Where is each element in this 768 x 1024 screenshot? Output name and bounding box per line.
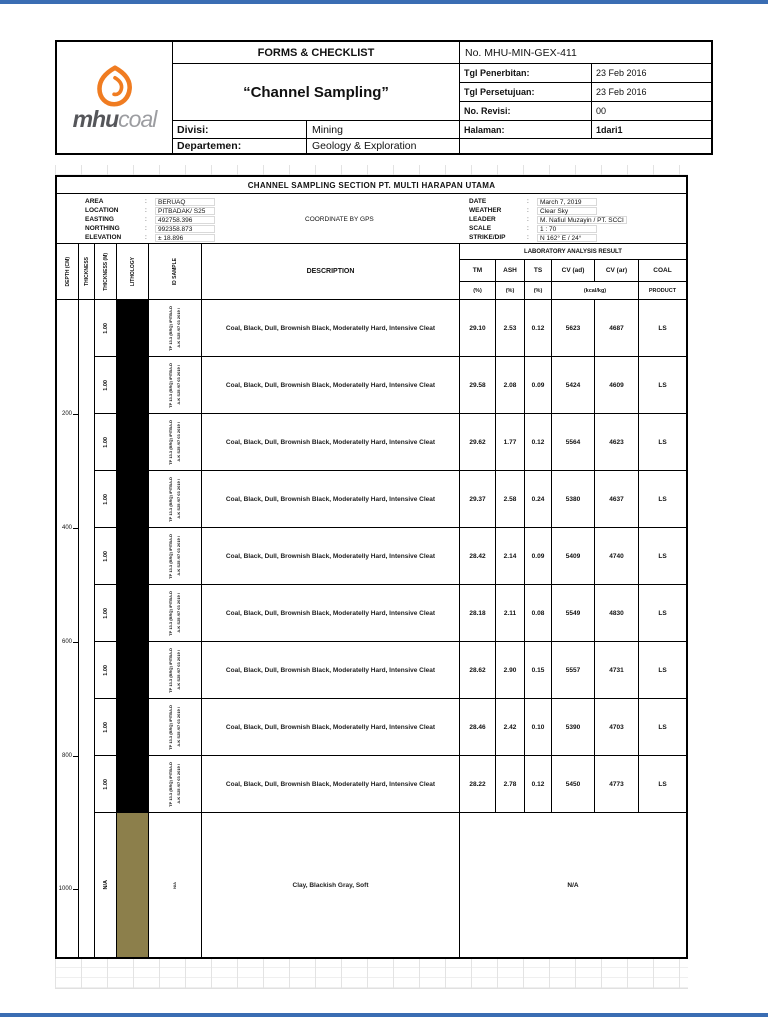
thickness-m-value: 1.00 <box>102 607 109 619</box>
sample-id-line2: A.K S25 /07 03 2019 / <box>176 593 181 633</box>
document-title: “Channel Sampling” <box>173 64 460 121</box>
cv-ad-cell: 5564 <box>552 414 595 471</box>
sample-id-line1: TP 13.3 (BRQ) /PITBA.D <box>168 704 174 750</box>
cv-ar-cell: 4609 <box>595 357 639 414</box>
brand-coal: coal <box>118 105 157 132</box>
thickness-header <box>79 244 95 299</box>
divisi-value: Mining <box>307 121 460 139</box>
cv-ad-cell: 5424 <box>552 357 595 414</box>
ash-cell: 2.78 <box>496 756 525 813</box>
info-colon: : <box>527 198 529 205</box>
sample-id-line2: A.K S25 /07 03 2019 / <box>176 764 181 804</box>
cv-ar-header: CV (ar) <box>595 260 639 281</box>
product-cell: LS <box>639 528 686 585</box>
tm-cell: 28.46 <box>460 699 496 756</box>
table-body <box>57 300 686 957</box>
sample-id-line1: TP 13.3 (BRQ) /PITBA.D <box>168 647 174 693</box>
info-label: AREA <box>85 198 104 205</box>
info-value: Clear Sky <box>537 207 597 215</box>
cv-ar-cell: 4731 <box>595 642 639 699</box>
sample-id-cell <box>149 699 202 756</box>
thickness-m-header-label: THICKNESS (M) <box>102 252 109 291</box>
table-row <box>95 300 686 357</box>
table-row <box>95 357 686 414</box>
info-line <box>469 197 627 206</box>
meta-value-revisi: 00 <box>592 102 711 121</box>
lithology-header-label: LITHOLOGY <box>129 256 136 287</box>
product-header: PRODUCT <box>648 287 677 294</box>
thickness-m-value: 1.00 <box>102 778 109 790</box>
info-value: N 162° E / 24° <box>537 234 597 242</box>
info-label: EASTING <box>85 216 114 223</box>
ts-cell: 0.09 <box>525 357 552 414</box>
sample-id-line1: TP 13.3 (BRQ) /PITBA.D <box>168 305 174 351</box>
ts-cell: 0.09 <box>525 528 552 585</box>
lithology-cell <box>117 357 149 414</box>
lithology-cell <box>117 813 149 957</box>
info-label: DATE <box>469 198 487 205</box>
info-label: SCALE <box>469 225 492 232</box>
depth-tick <box>59 886 78 892</box>
depth-header <box>57 244 79 299</box>
ts-cell: 0.24 <box>525 471 552 528</box>
info-value: PITBADAK/ S25 <box>155 207 215 215</box>
sheet-title: CHANNEL SAMPLING SECTION PT. MULTI HARAPAN UTAMA <box>57 177 686 194</box>
info-value: M. Nafiul Muzayin / PT. SCCI <box>537 216 627 224</box>
lab-column-units <box>460 282 686 299</box>
ash-cell: 2.90 <box>496 642 525 699</box>
depth-tick <box>62 411 78 417</box>
ash-cell: 2.42 <box>496 699 525 756</box>
sample-id-line2: A.K S25 /07 03 2019 / <box>176 422 181 462</box>
thickness-m-cell <box>95 642 117 699</box>
form-type-title: FORMS & CHECKLIST <box>173 42 460 64</box>
sample-id-line2: A.K S25 /07 03 2019 / <box>176 650 181 690</box>
info-line <box>469 206 627 215</box>
ts-cell: 0.12 <box>525 300 552 357</box>
header-empty-cell <box>460 139 711 153</box>
depth-tick <box>62 753 78 759</box>
thickness-column <box>79 300 95 957</box>
depth-tick-label: 200 <box>61 411 72 417</box>
table-row <box>95 471 686 528</box>
description-cell: Coal, Black, Dull, Brownish Black, Moderatelly Hard, Intensive Cleat <box>202 699 460 756</box>
sample-id-cell <box>149 528 202 585</box>
sample-id-cell <box>149 414 202 471</box>
coal-header: COAL <box>653 267 672 274</box>
depth-tick-label: 400 <box>61 525 72 531</box>
ts-cell: 0.12 <box>525 414 552 471</box>
departemen-label: Departemen: <box>173 139 307 153</box>
lithology-header <box>117 244 149 299</box>
product-cell: LS <box>639 642 686 699</box>
info-colon: : <box>527 234 529 241</box>
depth-tick-dash <box>73 414 78 415</box>
info-colon: : <box>527 216 529 223</box>
info-colon: : <box>145 198 147 205</box>
thickness-m-cell <box>95 471 117 528</box>
cv-ar-cell: 4773 <box>595 756 639 813</box>
tm-cell: 28.62 <box>460 642 496 699</box>
tm-cell: 29.58 <box>460 357 496 414</box>
info-label: LEADER <box>469 216 496 223</box>
thickness-m-value: 1.00 <box>102 322 109 334</box>
info-line <box>85 206 215 215</box>
depth-tick-dash <box>73 528 78 529</box>
info-line <box>85 224 215 233</box>
product-cell: LS <box>639 471 686 528</box>
product-cell: LS <box>639 300 686 357</box>
description-cell: Coal, Black, Dull, Brownish Black, Moderatelly Hard, Intensive Cleat <box>202 528 460 585</box>
lithology-cell <box>117 699 149 756</box>
cv-ar-cell: 4637 <box>595 471 639 528</box>
page-bottom-border <box>0 1013 768 1017</box>
sample-id-line1: TP 13.3 (BRQ) /PITBA.D <box>168 590 174 636</box>
document-number: No. MHU-MIN-GEX-411 <box>460 42 711 64</box>
tm-cell: 28.18 <box>460 585 496 642</box>
info-value: March 7, 2019 <box>537 198 597 206</box>
meta-label-penerbitan: Tgl Penerbitan: <box>460 64 592 83</box>
tm-header: TM <box>460 260 496 281</box>
spreadsheet-gridlines-bottom <box>55 959 688 989</box>
halaman-value: 1dari1 <box>592 121 711 139</box>
meta-value-penerbitan: 23 Feb 2016 <box>592 64 711 83</box>
sample-id-cell <box>149 300 202 357</box>
info-label: LOCATION <box>85 207 119 214</box>
description-cell: Coal, Black, Dull, Brownish Black, Moderatelly Hard, Intensive Cleat <box>202 471 460 528</box>
cv-ad-cell: 5623 <box>552 300 595 357</box>
thickness-m-value: 1.00 <box>102 493 109 505</box>
cv-ad-cell: 5390 <box>552 699 595 756</box>
sample-id-cell <box>149 357 202 414</box>
sample-id-line1: N/A <box>172 881 178 889</box>
depth-tick <box>62 525 78 531</box>
halaman-label: Halaman: <box>460 121 592 139</box>
sample-id-line1: TP 13.3 (BRQ) /PITBA.D <box>168 362 174 408</box>
ts-header: TS <box>525 260 552 281</box>
form-header-table <box>55 40 713 155</box>
thickness-m-value: 1.00 <box>102 550 109 562</box>
channel-sampling-sheet <box>55 165 688 989</box>
product-cell: LS <box>639 585 686 642</box>
spreadsheet-gridlines-top <box>55 165 688 175</box>
info-line <box>85 233 215 242</box>
lithology-cell <box>117 585 149 642</box>
ts-cell: 0.15 <box>525 642 552 699</box>
meta-label-persetujuan: Tgl Persetujuan: <box>460 83 592 102</box>
depth-tick-dash <box>73 642 78 643</box>
depth-column <box>57 300 79 957</box>
cv-ad-cell: 5380 <box>552 471 595 528</box>
table-row <box>95 642 686 699</box>
thickness-m-cell <box>95 756 117 813</box>
info-left <box>85 197 215 242</box>
info-colon: : <box>527 225 529 232</box>
table-row <box>95 756 686 813</box>
sample-id-line2: A.K S25 /07 03 2019 / <box>176 308 181 348</box>
depth-tick-label: 600 <box>61 639 72 645</box>
thickness-m-value: 1.00 <box>102 436 109 448</box>
sample-id-line2: A.K S25 /07 03 2019 / <box>176 479 181 519</box>
table-row <box>95 528 686 585</box>
info-line <box>469 215 627 224</box>
id-sample-header <box>149 244 202 299</box>
thickness-m-cell <box>95 300 117 357</box>
sample-id-line2: A.K S25 /07 03 2019 / <box>176 707 181 747</box>
sample-id-cell <box>149 756 202 813</box>
depth-tick-dash <box>73 756 78 757</box>
sample-id-line1: TP 13.3 (BRQ) /PITBA.D <box>168 419 174 465</box>
ash-cell: 2.14 <box>496 528 525 585</box>
cv-ar-cell: 4703 <box>595 699 639 756</box>
meta-value-persetujuan: 23 Feb 2016 <box>592 83 711 102</box>
thickness-m-cell <box>95 699 117 756</box>
lab-na-cell: N/A <box>567 881 579 889</box>
tm-cell: 29.37 <box>460 471 496 528</box>
thickness-m-cell <box>95 585 117 642</box>
gps-note: COORDINATE BY GPS <box>305 216 374 223</box>
product-cell: LS <box>639 699 686 756</box>
survey-info-section <box>57 194 686 244</box>
description-cell: Clay, Blackish Gray, Soft <box>202 813 460 957</box>
lithology-cell <box>117 414 149 471</box>
info-value: 492758.396 <box>155 216 215 224</box>
cv-ar-cell: 4623 <box>595 414 639 471</box>
description-cell: Coal, Black, Dull, Brownish Black, Moderatelly Hard, Intensive Cleat <box>202 357 460 414</box>
cv-ad-cell: 5409 <box>552 528 595 585</box>
thickness-m-cell <box>95 813 117 957</box>
meta-label-revisi: No. Revisi: <box>460 102 592 121</box>
info-label: ELEVATION <box>85 234 122 241</box>
description-cell: Coal, Black, Dull, Brownish Black, Moderatelly Hard, Intensive Cleat <box>202 756 460 813</box>
product-cell: LS <box>639 756 686 813</box>
table-column-headers <box>57 244 686 300</box>
thickness-m-value: 1.00 <box>102 664 109 676</box>
lithology-cell <box>117 642 149 699</box>
cv-ad-cell: 5557 <box>552 642 595 699</box>
cv-ar-cell: 4687 <box>595 300 639 357</box>
tm-cell: 29.62 <box>460 414 496 471</box>
thickness-m-value: 1.00 <box>102 379 109 391</box>
cv-ar-cell: 4830 <box>595 585 639 642</box>
sheet-frame <box>55 175 688 959</box>
ash-cell: 2.08 <box>496 357 525 414</box>
product-cell: LS <box>639 357 686 414</box>
info-colon: : <box>527 207 529 214</box>
depth-tick <box>62 639 78 645</box>
info-line <box>469 233 627 242</box>
cv-ad-cell: 5450 <box>552 756 595 813</box>
thickness-header-label: THICKNESS <box>83 257 90 286</box>
sample-id-line2: A.K S25 /07 03 2019 / <box>176 365 181 405</box>
lithology-cell <box>117 756 149 813</box>
thickness-m-cell <box>95 414 117 471</box>
info-colon: : <box>145 207 147 214</box>
ts-unit: (%) <box>525 282 552 299</box>
info-label: NORTHING <box>85 225 120 232</box>
ts-cell: 0.12 <box>525 756 552 813</box>
info-line <box>85 215 215 224</box>
info-colon: : <box>145 216 147 223</box>
depth-tick-label: 1000 <box>58 886 72 892</box>
ts-cell: 0.08 <box>525 585 552 642</box>
product-cell: LS <box>639 414 686 471</box>
description-cell: Coal, Black, Dull, Brownish Black, Moderatelly Hard, Intensive Cleat <box>202 300 460 357</box>
thickness-m-cell <box>95 357 117 414</box>
lithology-cell <box>117 471 149 528</box>
kcal-unit: (kcal/kg) <box>552 282 639 299</box>
ash-header: ASH <box>496 260 525 281</box>
tm-cell: 29.10 <box>460 300 496 357</box>
brand-mhu: mhu <box>72 105 119 132</box>
thickness-m-value: 1.00 <box>102 721 109 733</box>
sample-id-line2: A.K S25 /07 03 2019 / <box>176 536 181 576</box>
sample-id-cell <box>149 642 202 699</box>
info-line <box>469 224 627 233</box>
table-row <box>95 813 686 957</box>
info-colon: : <box>145 225 147 232</box>
sample-id-line1: TP 13.3 (BRQ) /PITBA.D <box>168 761 174 807</box>
ash-cell: 1.77 <box>496 414 525 471</box>
depth-tick-dash <box>73 889 78 890</box>
sample-id-cell <box>149 585 202 642</box>
cv-ad-header: CV (ad) <box>552 260 595 281</box>
description-cell: Coal, Black, Dull, Brownish Black, Moderatelly Hard, Intensive Cleat <box>202 642 460 699</box>
thickness-m-value: N/A <box>102 880 109 890</box>
depth-tick-label: 800 <box>61 753 72 759</box>
info-label: WEATHER <box>469 207 502 214</box>
lab-column-names <box>460 260 686 282</box>
info-value: BERUAQ <box>155 198 215 206</box>
page-top-border <box>0 0 768 4</box>
lab-title: LABORATORY ANALYSIS RESULT <box>460 244 686 260</box>
info-line <box>85 197 215 206</box>
divisi-label: Divisi: <box>173 121 307 139</box>
lab-results-header <box>460 244 686 299</box>
lithology-cell <box>117 300 149 357</box>
logo-shield-icon <box>90 65 140 107</box>
ash-unit: (%) <box>496 282 525 299</box>
cv-ad-cell: 5549 <box>552 585 595 642</box>
info-value: 1 : 70 <box>537 225 597 233</box>
info-label: STRIKE/DIP <box>469 234 506 241</box>
sample-id-line1: TP 13.3 (BRQ) /PITBA.D <box>168 533 174 579</box>
tm-cell: 28.42 <box>460 528 496 585</box>
description-header: DESCRIPTION <box>202 244 460 299</box>
id-sample-header-label: ID SAMPLE <box>172 257 178 286</box>
sample-id-cell <box>149 471 202 528</box>
table-row <box>95 699 686 756</box>
brand-wordmark <box>72 105 157 132</box>
thickness-m-header <box>95 244 117 299</box>
lithology-cell <box>117 528 149 585</box>
tm-cell: 28.22 <box>460 756 496 813</box>
info-value: ± 18.896 <box>155 234 215 242</box>
info-value: 992358.873 <box>155 225 215 233</box>
description-cell: Coal, Black, Dull, Brownish Black, Moderatelly Hard, Intensive Cleat <box>202 585 460 642</box>
departemen-value: Geology & Exploration <box>307 139 460 153</box>
cv-ar-cell: 4740 <box>595 528 639 585</box>
table-row <box>95 414 686 471</box>
ts-cell: 0.10 <box>525 699 552 756</box>
sample-id-line1: TP 13.3 (BRQ) /PITBA.D <box>168 476 174 522</box>
description-cell: Coal, Black, Dull, Brownish Black, Moderatelly Hard, Intensive Cleat <box>202 414 460 471</box>
thickness-m-cell <box>95 528 117 585</box>
ash-cell: 2.11 <box>496 585 525 642</box>
ash-cell: 2.58 <box>496 471 525 528</box>
company-logo <box>57 42 173 153</box>
ash-cell: 2.53 <box>496 300 525 357</box>
info-colon: : <box>145 234 147 241</box>
rows-area <box>95 300 686 957</box>
tm-unit: (%) <box>460 282 496 299</box>
info-right <box>469 197 627 242</box>
sample-id-cell <box>149 813 202 957</box>
depth-header-label: DEPTH (CM) <box>64 256 71 287</box>
table-row <box>95 585 686 642</box>
